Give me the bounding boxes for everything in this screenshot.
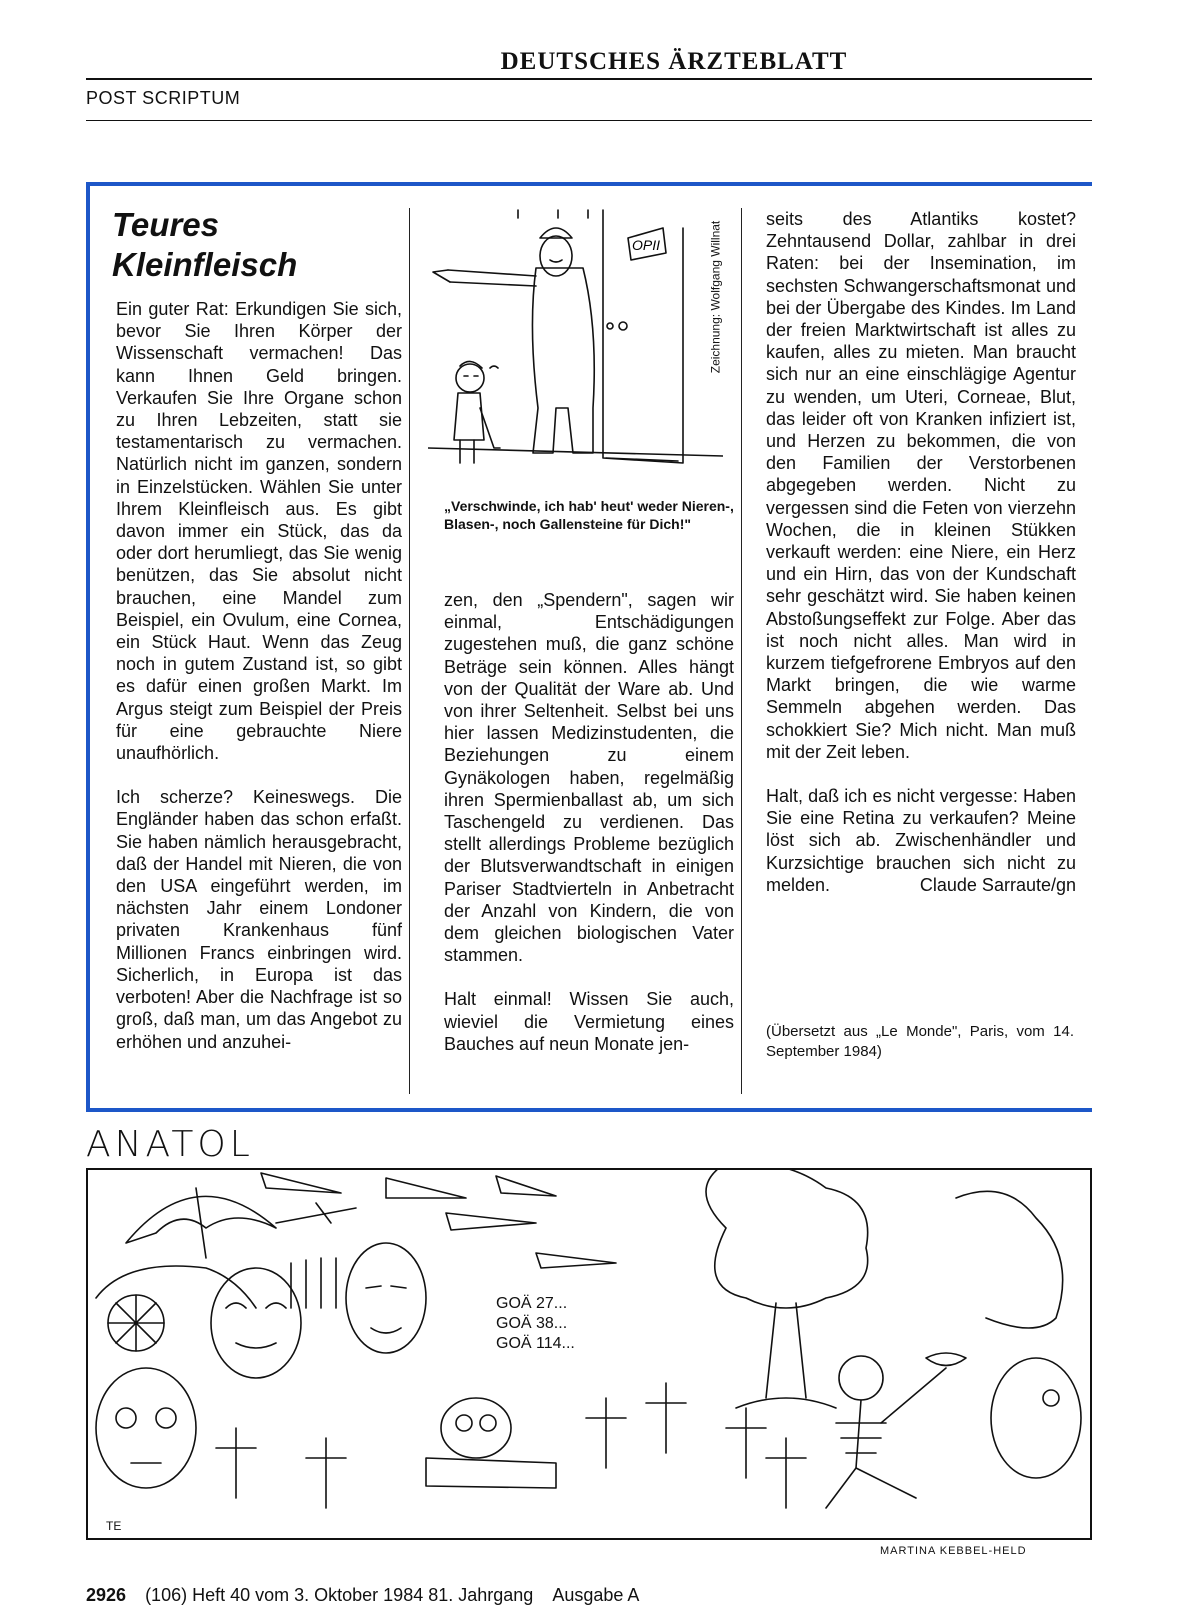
section-label: POST SCRIPTUM [86, 88, 241, 108]
goa-line-3: GOÄ 114... [496, 1335, 575, 1352]
cartoon-illustration [428, 208, 723, 490]
page-footer [86, 1585, 639, 1606]
paragraph: zen, den „Spendern", sagen wir einmal, Entschädigungen zugestehen muß, die ganz schöne Beträge sein können. Alles hängt von der Qualität der Ware ab. Und von ihrer Seltenheit. Selbst bei uns hier lassen Medizinstudenten, die Beziehungen zu einem Gynäkologen haben, regelmäßig ihren Spermienballast ab, um sich Taschengeld zu verdienen. Das stellt allerdings Probleme bezüglich der Blutsverwandtschaft in einigen Pariser Stadtvierteln in Anbetracht der Anzahl von Kindern, die von dem gleichen biologischen Vater stammen. [444, 590, 734, 966]
paragraph [766, 785, 1076, 896]
closing-text: Halt, daß ich es nicht vergesse: Haben Sie eine Retina zu verkaufen? Meine löst sich ab. Zwischenhändler und Kurzsichtige brauchen sich nicht zu melden. [766, 786, 1076, 895]
article-column-1 [116, 298, 402, 1075]
source-note: (Übersetzt aus „Le Monde", Paris, vom 14. September 1984) [766, 1023, 1074, 1060]
paragraph: Ein guter Rat: Erkundigen Sie sich, bevor Sie Ihren Körper der Wissenschaft vermachen! Das kann Ihnen Geld bringen. Verkaufen Sie Ihre Organe schon zu Ihren Lebzeiten, statt sie testamentarisch zu vermachen. Natürlich nicht im ganzen, sondern in Einzelstücken. Wählen Sie unter Ihrem Kleinfleisch aus. Es gibt davon immer ein Stück, das da oder dort herumliegt, das Sie wenig benützen, das Sie absolut nicht brauchen, eine Mandel zum Beispiel, ein Ovulum, eine Cornea, ein Stück Haut. Wenn das Zeug noch in gutem Zustand ist, so gibt es dafür einen großen Markt. Im Argus steigt zum Beispiel der Preis für eine gebrauchte Niere unaufhörlich. [116, 299, 402, 764]
article-column-3 [766, 208, 1076, 896]
masthead-rule [86, 78, 1092, 80]
issue-info: (106) Heft 40 vom 3. Oktober 1984 81. Jahrgang [145, 1585, 534, 1605]
author: Claude Sarraute/gn [919, 874, 1076, 895]
cartoon-signature: MARTINA KEBBEL-HELD [880, 1545, 1027, 1557]
cartoon-door-sign: OPII [632, 237, 661, 253]
cartoon-credit: Zeichnung: Wolfgang Willnat [708, 220, 723, 374]
masthead: DEUTSCHES ÄRZTEBLATT [500, 48, 848, 75]
article-title [112, 205, 402, 285]
paragraph: seits des Atlantiks kostet? Zehntausend Dollar, zahlbar in drei Raten: bei der Insemination, im sechsten Schwangerschaftsmonat und bei der Übergabe des Kindes. Im Land der freien Marktwirtschaft ist alles zu kaufen, alles zu mieten. Man braucht sich nur an eine einschlägige Agentur zu wenden, um Uteri, Corneae, Blut, das leider oft von Kranken infiziert ist, und Herzen zu bekommen, die von den Familien der Verstorbenen abgegeben werden. Nicht zu vergessen sind die Feten von vierzehn Wochen, die in kleinen Stükken verkauft werden: eine Niere, ein Herz und ein Hirn, das von der Kundschaft sehr geschätzt wird. Sie haben keinen Abstoßungseffekt zur Folge. Aber das ist noch nicht alles. Man wird in kurzem tiefgefrorene Embryos auf den Markt bringen, die wie warme Semmeln abgehen werden. Das schokkiert Sie? Mich nicht. Man muß mit der Zeit leben. [766, 209, 1076, 762]
paragraph: Halt einmal! Wissen Sie auch, wieviel die Vermietung eines Bauches auf neun Monate jen- [444, 989, 734, 1054]
section-rule [86, 120, 1092, 121]
column-divider [741, 208, 742, 1094]
title-line-1: Teures [112, 206, 219, 243]
paragraph: Ich scherze? Keineswegs. Die Engländer haben das schon erfaßt. Sie haben nämlich herausgebracht, daß der Handel mit Nieren, die von den USA eingeführt werden, im nächsten Jahr einem Londoner privaten Krankenhaus fünf Millionen Francs einbringen wird. Sicherlich, in Europa ist das verboten! Aber die Nachfrage ist so groß, daß man, um das Angebot zu erhöhen und anzuhei- [116, 787, 402, 1052]
goa-line-2: GOÄ 38... [496, 1315, 568, 1332]
goa-line-1: GOÄ 27... [496, 1295, 568, 1312]
column-divider [409, 208, 410, 1094]
page-number: 2926 [86, 1585, 127, 1605]
cartoon-caption: „Verschwinde, ich hab' heut' weder Nieren-, Blasen-, noch Gallensteine für Dich!" [444, 498, 734, 532]
anatol-title: ANATOL [86, 1124, 254, 1165]
edition: Ausgabe A [552, 1585, 640, 1605]
anatol-cartoon [86, 1168, 1092, 1540]
title-line-2: Kleinfleisch [112, 246, 298, 283]
article-column-2 [444, 589, 734, 1077]
initials: TE [106, 1519, 122, 1533]
